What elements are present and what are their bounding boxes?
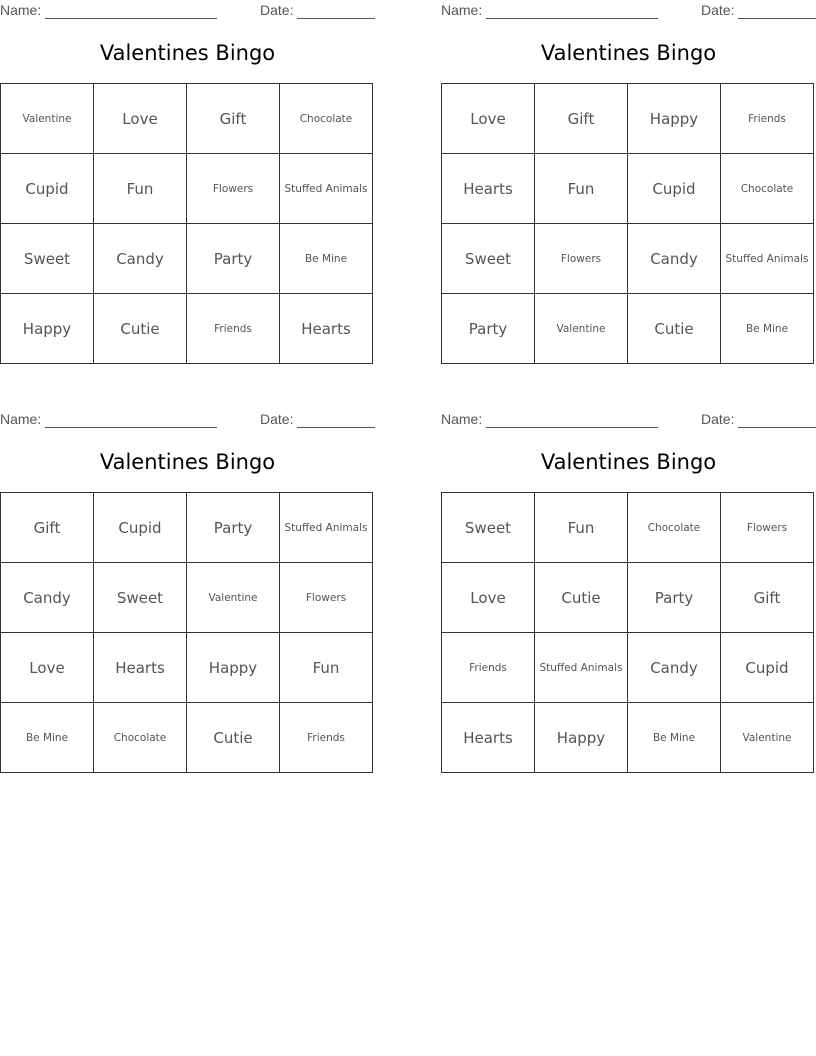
grid-row bbox=[442, 703, 814, 773]
bingo-cell: Stuffed Animals bbox=[535, 633, 628, 703]
bingo-cell: Hearts bbox=[442, 703, 535, 773]
bingo-cell: Happy bbox=[628, 84, 721, 154]
bingo-cell: Cupid bbox=[94, 493, 187, 563]
bingo-cell: Happy bbox=[187, 633, 280, 703]
bingo-cell: Candy bbox=[628, 633, 721, 703]
bingo-grid bbox=[0, 492, 373, 773]
date-label: Date: bbox=[260, 2, 294, 18]
name-label: Name: bbox=[0, 411, 42, 427]
bingo-cell: Gift bbox=[721, 563, 814, 633]
card-title: Valentines Bingo bbox=[99, 41, 276, 65]
bingo-cell: Party bbox=[187, 224, 280, 294]
bingo-cell: Party bbox=[442, 294, 535, 364]
bingo-cell: Hearts bbox=[280, 294, 373, 364]
name-label: Name: bbox=[0, 2, 42, 18]
bingo-cell: Valentine bbox=[187, 563, 280, 633]
bingo-cell: Gift bbox=[187, 84, 280, 154]
bingo-cell: Be Mine bbox=[1, 703, 94, 773]
bingo-cell: Flowers bbox=[535, 224, 628, 294]
bingo-cell: Chocolate bbox=[721, 154, 814, 224]
bingo-cell: Friends bbox=[721, 84, 814, 154]
bingo-cell: Cutie bbox=[535, 563, 628, 633]
date-label: Date: bbox=[701, 2, 735, 18]
bingo-cell: Party bbox=[628, 563, 721, 633]
grid-row bbox=[442, 84, 814, 154]
bingo-grid bbox=[441, 83, 814, 364]
bingo-card bbox=[0, 0, 376, 338]
name-blank bbox=[486, 2, 658, 19]
date-label: Date: bbox=[260, 411, 294, 427]
card-title: Valentines Bingo bbox=[540, 41, 717, 65]
name-blank bbox=[45, 2, 217, 19]
bingo-cell: Chocolate bbox=[280, 84, 373, 154]
name-blank bbox=[45, 411, 217, 428]
bingo-cell: Hearts bbox=[94, 633, 187, 703]
grid-row bbox=[1, 633, 373, 703]
bingo-cell: Love bbox=[442, 84, 535, 154]
bingo-cell: Sweet bbox=[442, 224, 535, 294]
bingo-cell: Love bbox=[442, 563, 535, 633]
name-label: Name: bbox=[441, 2, 483, 18]
grid-row bbox=[442, 633, 814, 703]
bingo-cell: Candy bbox=[94, 224, 187, 294]
grid-row bbox=[1, 224, 373, 294]
bingo-cell: Friends bbox=[187, 294, 280, 364]
grid-row bbox=[1, 703, 373, 773]
bingo-cell: Valentine bbox=[1, 84, 94, 154]
bingo-cell: Friends bbox=[442, 633, 535, 703]
grid-row bbox=[1, 154, 373, 224]
bingo-cell: Valentine bbox=[721, 703, 814, 773]
date-blank bbox=[297, 411, 375, 428]
grid-row bbox=[1, 493, 373, 563]
bingo-card bbox=[441, 0, 816, 338]
grid-row bbox=[1, 84, 373, 154]
name-date-line bbox=[441, 409, 816, 429]
bingo-cell: Chocolate bbox=[628, 493, 721, 563]
bingo-cell: Fun bbox=[94, 154, 187, 224]
bingo-cell: Flowers bbox=[187, 154, 280, 224]
bingo-cell: Fun bbox=[280, 633, 373, 703]
bingo-cell: Party bbox=[187, 493, 280, 563]
bingo-card bbox=[0, 409, 376, 747]
name-blank bbox=[486, 411, 658, 428]
bingo-cell: Stuffed Animals bbox=[280, 154, 373, 224]
bingo-cell: Chocolate bbox=[94, 703, 187, 773]
bingo-cell: Flowers bbox=[280, 563, 373, 633]
bingo-cell: Valentine bbox=[535, 294, 628, 364]
bingo-cell: Happy bbox=[535, 703, 628, 773]
bingo-cell: Fun bbox=[535, 493, 628, 563]
bingo-cell: Cupid bbox=[721, 633, 814, 703]
grid-row bbox=[442, 563, 814, 633]
bingo-cell: Cupid bbox=[1, 154, 94, 224]
bingo-cell: Flowers bbox=[721, 493, 814, 563]
name-date-line bbox=[0, 0, 376, 20]
bingo-grid bbox=[441, 492, 814, 773]
grid-row bbox=[442, 154, 814, 224]
bingo-cell: Fun bbox=[535, 154, 628, 224]
date-blank bbox=[738, 411, 816, 428]
bingo-cell: Cutie bbox=[94, 294, 187, 364]
date-blank bbox=[297, 2, 375, 19]
bingo-cell: Hearts bbox=[442, 154, 535, 224]
name-date-line bbox=[0, 409, 376, 429]
date-blank bbox=[738, 2, 816, 19]
bingo-grid bbox=[0, 83, 373, 364]
bingo-cell: Sweet bbox=[94, 563, 187, 633]
card-title: Valentines Bingo bbox=[99, 450, 276, 474]
grid-row bbox=[442, 493, 814, 563]
bingo-cell: Candy bbox=[1, 563, 94, 633]
date-label: Date: bbox=[701, 411, 735, 427]
bingo-cell: Be Mine bbox=[628, 703, 721, 773]
bingo-cell: Love bbox=[1, 633, 94, 703]
bingo-card bbox=[441, 409, 816, 747]
bingo-cell: Stuffed Animals bbox=[721, 224, 814, 294]
name-label: Name: bbox=[441, 411, 483, 427]
bingo-cell: Gift bbox=[535, 84, 628, 154]
bingo-cell: Candy bbox=[628, 224, 721, 294]
bingo-cell: Friends bbox=[280, 703, 373, 773]
bingo-cell: Stuffed Animals bbox=[280, 493, 373, 563]
bingo-cell: Sweet bbox=[1, 224, 94, 294]
grid-row bbox=[1, 294, 373, 364]
grid-row bbox=[442, 294, 814, 364]
bingo-cell: Happy bbox=[1, 294, 94, 364]
bingo-cell: Cutie bbox=[187, 703, 280, 773]
name-date-line bbox=[441, 0, 816, 20]
bingo-cell: Cutie bbox=[628, 294, 721, 364]
bingo-cell: Gift bbox=[1, 493, 94, 563]
grid-row bbox=[1, 563, 373, 633]
bingo-cell: Sweet bbox=[442, 493, 535, 563]
bingo-cell: Be Mine bbox=[721, 294, 814, 364]
bingo-cell: Be Mine bbox=[280, 224, 373, 294]
grid-row bbox=[442, 224, 814, 294]
card-title: Valentines Bingo bbox=[540, 450, 717, 474]
bingo-cell: Love bbox=[94, 84, 187, 154]
bingo-cell: Cupid bbox=[628, 154, 721, 224]
